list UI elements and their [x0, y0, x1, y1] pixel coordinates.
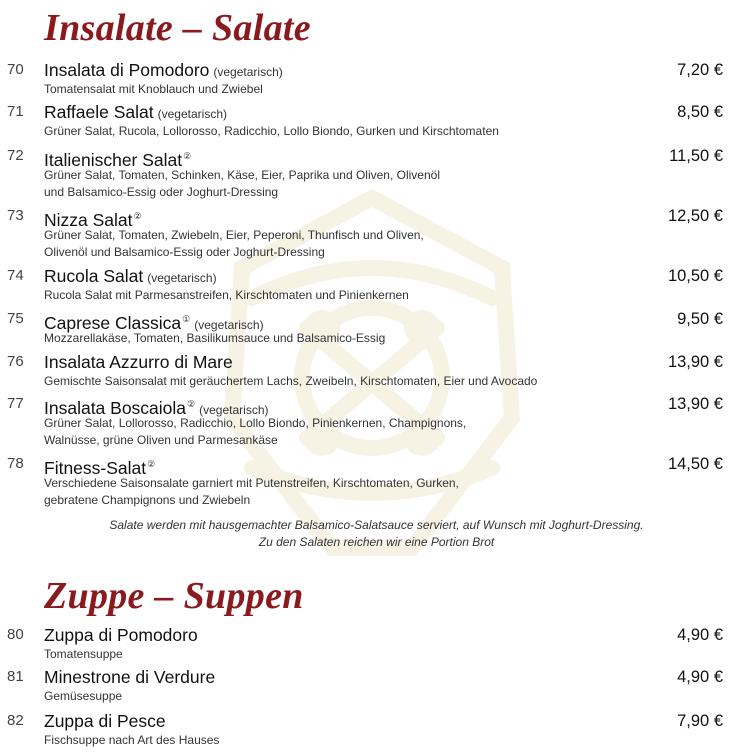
item-number: 81 — [7, 668, 24, 685]
item-name: Fitness-Salat — [44, 458, 147, 478]
item-description: Fischsuppe nach Art des Hauses — [44, 733, 220, 747]
item-name: Insalata di Pomodoro — [44, 60, 210, 80]
item-number: 72 — [7, 147, 24, 164]
item-price: 7,90 € — [677, 712, 723, 730]
item-description: Gemüsesuppe — [44, 689, 123, 703]
item-description: Gemischte Saisonsalat mit geräuchertem Lachs, Zweibeln, Kirschtomaten, Eier und Avocado — [44, 374, 538, 388]
item-name: Minestrone di Verdure — [44, 667, 216, 687]
allergen-marker: ② — [183, 151, 192, 161]
soups-section-title: Zuppe – Suppen — [44, 575, 304, 617]
footnote-line: Zu den Salaten reichen wir eine Portion Brot — [258, 535, 495, 549]
item-number: 76 — [7, 353, 24, 370]
item-name: Italienischer Salat — [44, 150, 183, 170]
item-name: Caprese Classica — [44, 313, 182, 333]
item-name: Zuppa di Pesce — [44, 711, 166, 731]
item-price: 7,20 € — [677, 61, 723, 79]
item-number: 75 — [7, 310, 24, 327]
item-description: Rucola Salat mit Parmesanstreifen, Kirschtomaten und Pinienkernen — [44, 288, 409, 302]
item-price: 14,50 € — [667, 455, 723, 473]
item-description: Mozzarellakäse, Tomaten, Basilikumsauce und Balsamico-Essig — [44, 331, 386, 345]
allergen-marker: ② — [133, 211, 142, 221]
item-price: 9,50 € — [677, 310, 723, 328]
item-number: 73 — [7, 207, 24, 224]
item-name: Raffaele Salat — [44, 102, 154, 122]
allergen-marker: ② — [187, 399, 196, 409]
item-tag: (vegetarisch) — [147, 271, 217, 285]
item-price: 4,90 € — [677, 626, 723, 644]
item-description: Tomatensalat mit Knoblauch und Zwiebel — [44, 82, 263, 96]
item-description: Tomatensuppe — [44, 647, 123, 661]
item-price: 10,50 € — [667, 267, 723, 285]
item-name: Insalata Azzurro di Mare — [44, 352, 233, 372]
item-description: Grüner Salat, Tomaten, Zwiebeln, Eier, Peperoni, Thunfisch und Oliven, Olivenöl und Balsamico-Essig oder Joghurt-Dressing — [44, 228, 424, 259]
allergen-marker: ② — [147, 459, 156, 469]
item-description: Grüner Salat, Tomaten, Schinken, Käse, Eier, Paprika und Oliven, Olivenöl und Balsamico-Essig oder Joghurt-Dressing — [44, 168, 440, 199]
item-description: Grüner Salat, Rucola, Lollorosso, Radicchio, Lollo Biondo, Gurken und Kirschtomaten — [44, 124, 499, 138]
item-tag: (vegetarisch) — [157, 107, 227, 121]
item-tag: (vegetarisch) — [213, 65, 283, 79]
item-tag: (vegetarisch) — [199, 403, 269, 417]
item-description: Verschiedene Saisonsalate garniert mit Putenstreifen, Kirschtomaten, Gurken, gebratene Champignons und Zwiebeln — [44, 476, 459, 507]
item-price: 13,90 € — [667, 395, 723, 413]
item-number: 71 — [7, 103, 24, 120]
item-price: 11,50 € — [669, 147, 723, 165]
footnote-line: Salate werden mit hausgemachter Balsamico-Salatsauce serviert, auf Wunsch mit Joghurt-Dressing. — [109, 518, 644, 532]
item-price: 4,90 € — [677, 668, 723, 686]
item-name: Nizza Salat — [44, 210, 133, 230]
item-number: 80 — [7, 626, 24, 643]
item-name: Rucola Salat — [44, 266, 144, 286]
item-description: Grüner Salat, Lollorosso, Radicchio, Lollo Biondo, Pinienkernen, Champignons, Walnüsse, grüne Oliven und Parmesankäse — [44, 416, 467, 447]
item-name: Insalata Boscaiola — [44, 398, 187, 418]
item-price: 12,50 € — [667, 207, 723, 225]
item-number: 77 — [7, 395, 24, 412]
allergen-marker: ① — [182, 314, 191, 324]
salads-footnote — [0, 517, 739, 551]
item-price: 8,50 € — [677, 103, 723, 121]
item-name: Zuppa di Pomodoro — [44, 625, 198, 645]
item-price: 13,90 € — [667, 353, 723, 371]
item-number: 82 — [7, 712, 24, 729]
salads-section-title: Insalate – Salate — [44, 7, 311, 49]
item-number: 74 — [7, 267, 24, 284]
item-number: 70 — [7, 61, 24, 78]
item-number: 78 — [7, 455, 24, 472]
item-tag: (vegetarisch) — [194, 318, 264, 332]
